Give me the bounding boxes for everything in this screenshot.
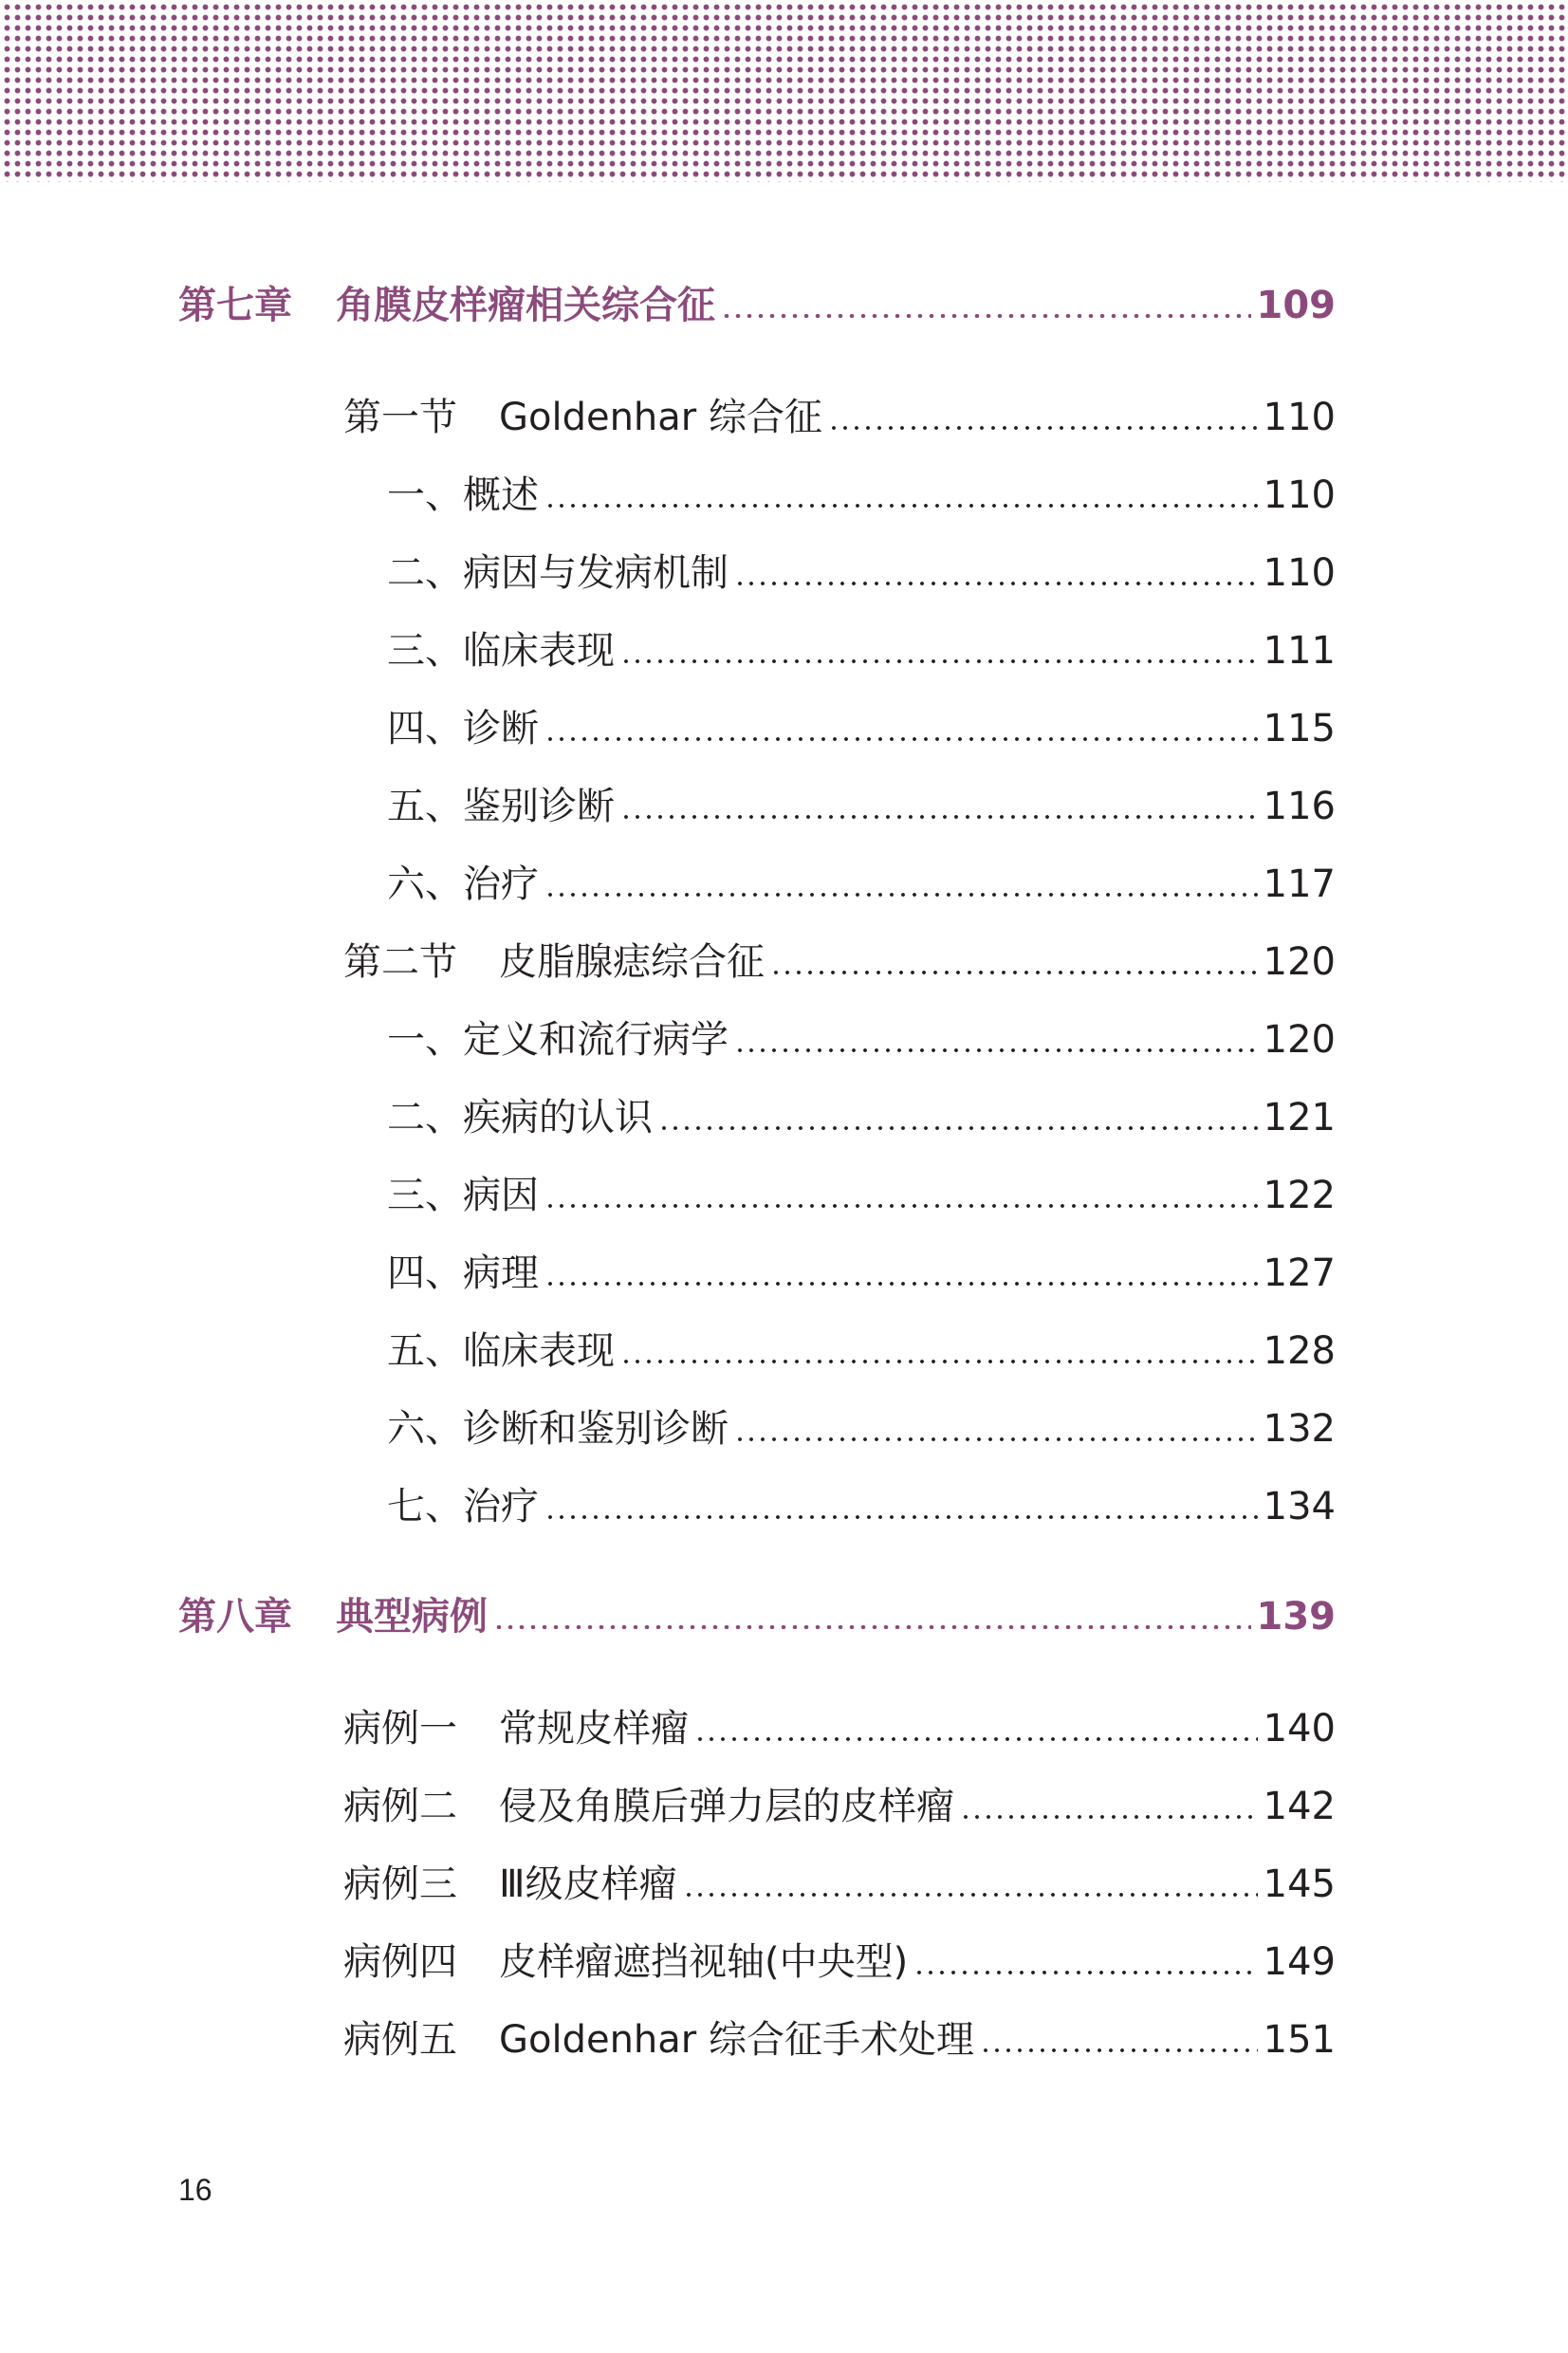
case-title: Ⅲ级皮样瘤 — [499, 1862, 677, 1906]
section-number: 第一节 — [343, 396, 457, 439]
dot-leader — [734, 582, 1258, 585]
item-page: 111 — [1263, 629, 1336, 673]
case-number: 病例四 — [343, 1940, 457, 1984]
dot-leader — [960, 1815, 1258, 1819]
item-label: 六、治疗 — [387, 862, 539, 906]
dot-leader — [620, 815, 1258, 819]
item-label: 三、临床表现 — [387, 629, 615, 673]
dot-leader — [734, 1048, 1258, 1052]
section-page: 110 — [1263, 396, 1336, 439]
item-page: 115 — [1263, 707, 1336, 750]
case-number: 病例一 — [343, 1707, 457, 1751]
case-page: 149 — [1263, 1940, 1336, 1984]
toc-item[interactable] — [387, 465, 1336, 519]
case-title: 常规皮样瘤 — [499, 1707, 689, 1751]
toc-item[interactable] — [387, 621, 1336, 675]
dot-leader — [544, 1204, 1258, 1208]
toc-case[interactable] — [343, 1932, 1336, 1986]
toc-item[interactable] — [387, 1010, 1336, 1064]
page-number: 16 — [178, 2173, 212, 2207]
toc-item[interactable] — [387, 1243, 1336, 1297]
toc-case[interactable] — [343, 2010, 1336, 2064]
chapter-number: 第七章 — [178, 284, 292, 327]
item-label: 四、病理 — [387, 1251, 539, 1295]
dot-leader — [544, 504, 1258, 508]
item-label: 一、概述 — [387, 473, 539, 517]
item-label: 五、鉴别诊断 — [387, 785, 615, 828]
case-title: 侵及角膜后弹力层的皮样瘤 — [499, 1785, 954, 1828]
toc-item[interactable] — [387, 1165, 1336, 1219]
dot-leader — [980, 2048, 1258, 2052]
toc-item[interactable] — [387, 1399, 1336, 1453]
item-label: 五、临床表现 — [387, 1329, 615, 1373]
item-page: 122 — [1263, 1174, 1336, 1217]
dot-leader — [913, 1971, 1257, 1974]
case-number: 病例五 — [343, 2018, 457, 2062]
toc-item[interactable] — [387, 1087, 1336, 1141]
dot-leader — [544, 737, 1258, 741]
item-page: 110 — [1263, 473, 1336, 517]
dot-leader — [721, 314, 1251, 318]
case-title: Goldenhar 综合征手术处理 — [499, 2018, 974, 2062]
case-number: 病例三 — [343, 1862, 457, 1906]
item-page: 110 — [1263, 551, 1336, 595]
section-title: Goldenhar 综合征 — [499, 396, 822, 439]
item-label: 二、疾病的认识 — [387, 1096, 653, 1139]
section-page: 120 — [1263, 940, 1336, 984]
item-page: 117 — [1263, 862, 1336, 906]
dot-leader — [620, 659, 1258, 663]
section-title: 皮脂腺痣综合征 — [499, 940, 765, 984]
case-title: 皮样瘤遮挡视轴(中央型) — [499, 1940, 909, 1984]
item-label: 三、病因 — [387, 1174, 539, 1217]
toc-case[interactable] — [343, 1698, 1336, 1752]
chapter-page: 139 — [1256, 1595, 1336, 1639]
section-number: 第二节 — [343, 940, 457, 984]
item-label: 一、定义和流行病学 — [387, 1018, 729, 1062]
dot-leader — [694, 1737, 1258, 1741]
case-page: 140 — [1263, 1707, 1336, 1751]
dot-leader — [493, 1625, 1251, 1629]
toc-item[interactable] — [387, 854, 1336, 908]
toc-case[interactable] — [343, 1854, 1336, 1908]
dot-leader — [683, 1893, 1258, 1897]
toc-item[interactable] — [387, 776, 1336, 830]
item-page: 127 — [1263, 1251, 1336, 1295]
dot-leader — [828, 426, 1258, 430]
item-label: 七、治疗 — [387, 1485, 539, 1529]
case-page: 151 — [1263, 2018, 1336, 2062]
toc-item[interactable] — [387, 1321, 1336, 1375]
dot-leader — [544, 1282, 1258, 1286]
chapter-page: 109 — [1256, 284, 1336, 327]
item-page: 132 — [1263, 1407, 1336, 1451]
toc-item[interactable] — [387, 1476, 1336, 1530]
toc-case[interactable] — [343, 1776, 1336, 1830]
case-page: 142 — [1263, 1785, 1336, 1828]
case-page: 145 — [1263, 1862, 1336, 1906]
toc-section-1[interactable] — [343, 387, 1336, 441]
toc-chapter-7[interactable] — [178, 275, 1336, 329]
chapter-title: 角膜皮样瘤相关综合征 — [336, 284, 715, 327]
toc-item[interactable] — [387, 543, 1336, 597]
toc-item[interactable] — [387, 698, 1336, 752]
case-number: 病例二 — [343, 1785, 457, 1828]
item-page: 128 — [1263, 1329, 1336, 1373]
dot-leader — [544, 1515, 1258, 1519]
item-page: 121 — [1263, 1096, 1336, 1139]
dot-leader — [734, 1437, 1258, 1441]
dot-leader — [620, 1360, 1258, 1363]
toc-section-2[interactable] — [343, 932, 1336, 986]
chapter-number: 第八章 — [178, 1595, 292, 1639]
item-label: 四、诊断 — [387, 707, 539, 750]
dot-leader — [544, 893, 1258, 897]
item-page: 120 — [1263, 1018, 1336, 1062]
item-page: 116 — [1263, 785, 1336, 828]
dot-leader — [770, 971, 1258, 974]
chapter-title: 典型病例 — [336, 1595, 488, 1639]
toc-chapter-8[interactable] — [178, 1586, 1336, 1640]
item-label: 六、诊断和鉴别诊断 — [387, 1407, 729, 1451]
item-page: 134 — [1263, 1485, 1336, 1529]
dot-leader — [658, 1126, 1258, 1130]
item-label: 二、病因与发病机制 — [387, 551, 729, 595]
